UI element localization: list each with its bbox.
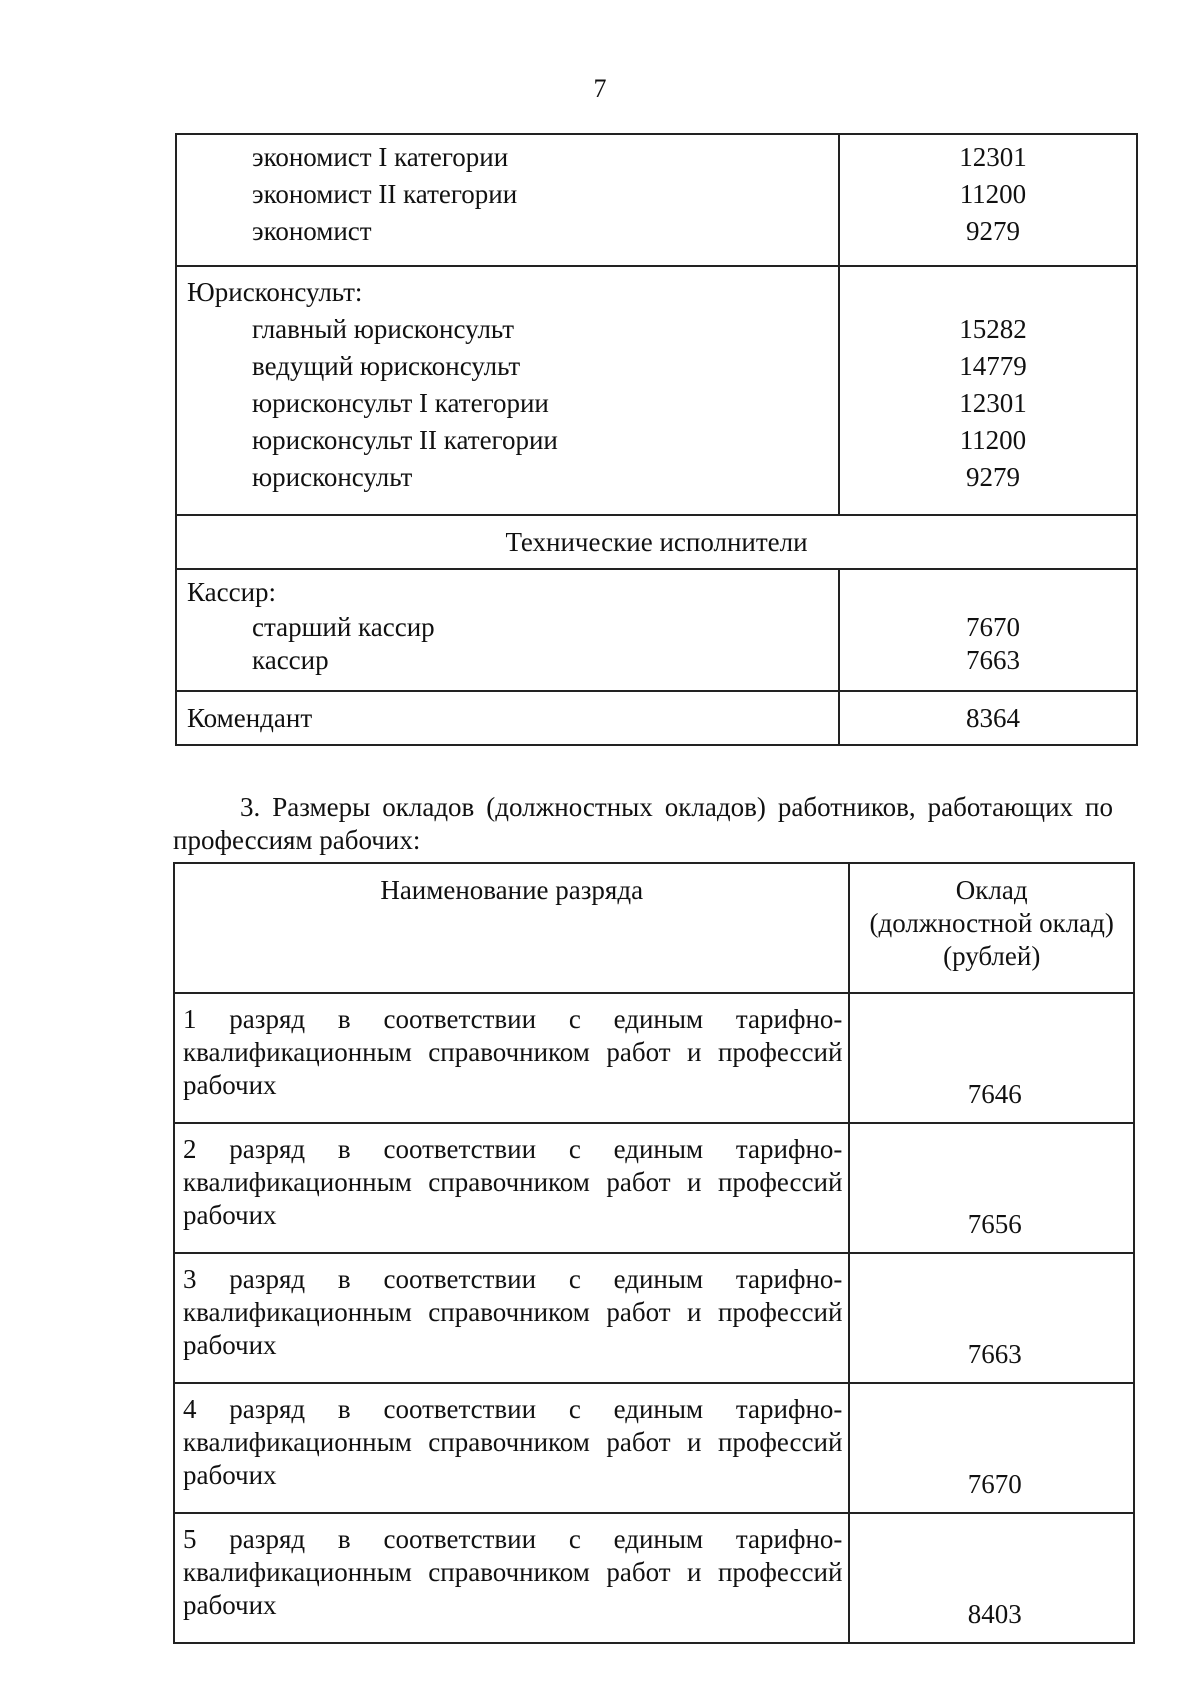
position-title: старший кассир: [252, 612, 435, 642]
section-heading: Технические исполнители: [176, 515, 1137, 569]
group-heading: Кассир:: [187, 577, 277, 607]
cashier-group-row: [176, 569, 1137, 691]
rank-salary: 7663: [849, 1253, 1134, 1383]
salary-value: 7670: [965, 612, 1020, 642]
salary-value: 11200: [959, 425, 1027, 455]
header-salary-line: Оклад: [955, 875, 1028, 905]
header-salary: [849, 863, 1134, 993]
header-salary-line: (должностной оклад): [869, 908, 1114, 938]
salary-cell: [839, 266, 1137, 515]
salary-value: 12301: [959, 388, 1027, 418]
salary-cell: [839, 134, 1137, 266]
position-title: кассир: [252, 645, 329, 675]
table-row: [174, 1383, 1134, 1513]
section-heading-row: [176, 515, 1137, 569]
section-paragraph: 3. Размеры окладов (должностных окладов) работников, работающих по профессиям рабочих:: [173, 792, 1113, 855]
rank-salary: 7646: [849, 993, 1134, 1123]
salary-value: 15282: [959, 314, 1027, 344]
table-row: [174, 993, 1134, 1123]
salary-value: 7663: [965, 645, 1020, 675]
position-title: экономист I категории: [252, 142, 509, 172]
position-title: Комендант: [176, 691, 839, 745]
position-title: юрисконсульт II категории: [252, 425, 558, 455]
position-cell: [176, 134, 839, 266]
rank-salary: 7670: [849, 1383, 1134, 1513]
rank-description: 4 разряд в соответствии с единым тарифно-квалификационным справочником работ и профессий рабочих: [174, 1383, 849, 1513]
commandant-row: [176, 691, 1137, 745]
rank-description: 1 разряд в соответствии с единым тарифно-квалификационным справочником работ и профессий рабочих: [174, 993, 849, 1123]
table-row: [174, 1253, 1134, 1383]
header-name: Наименование разряда: [174, 863, 849, 993]
rank-description: 2 разряд в соответствии с единым тарифно-квалификационным справочником работ и профессий рабочих: [174, 1123, 849, 1253]
workers-rank-salary-table: [173, 862, 1135, 1644]
legal-group-row: [176, 266, 1137, 515]
position-title: экономист II категории: [252, 179, 518, 209]
position-title: юрисконсульт: [252, 462, 413, 492]
position-cell: [176, 266, 839, 515]
position-title: ведущий юрисконсульт: [252, 351, 521, 381]
salary-cell: [839, 569, 1137, 691]
position-cell: [176, 569, 839, 691]
rank-salary: 8403: [849, 1513, 1134, 1643]
rank-description: 3 разряд в соответствии с единым тарифно-квалификационным справочником работ и профессий рабочих: [174, 1253, 849, 1383]
position-title: юрисконсульт I категории: [252, 388, 549, 418]
page-number: 7: [593, 74, 607, 103]
table-row: [174, 1513, 1134, 1643]
rank-salary: 7656: [849, 1123, 1134, 1253]
position-title: главный юрисконсульт: [252, 314, 514, 344]
salary-value: 11200: [959, 179, 1027, 209]
positions-salary-table: [175, 133, 1138, 746]
salary-value: 9279: [965, 216, 1020, 246]
salary-value: 12301: [959, 142, 1027, 172]
economist-group-row: [176, 134, 1137, 266]
header-salary-line: (рублей): [943, 941, 1041, 971]
salary-value: 8364: [839, 691, 1137, 745]
position-title: экономист: [252, 216, 372, 246]
rank-description: 5 разряд в соответствии с единым тарифно-квалификационным справочником работ и профессий рабочих: [174, 1513, 849, 1643]
table-header-row: [174, 863, 1134, 993]
table-row: [174, 1123, 1134, 1253]
salary-value: 9279: [965, 462, 1020, 492]
group-heading: Юрисконсульт:: [187, 277, 363, 307]
salary-value: 14779: [959, 351, 1027, 381]
